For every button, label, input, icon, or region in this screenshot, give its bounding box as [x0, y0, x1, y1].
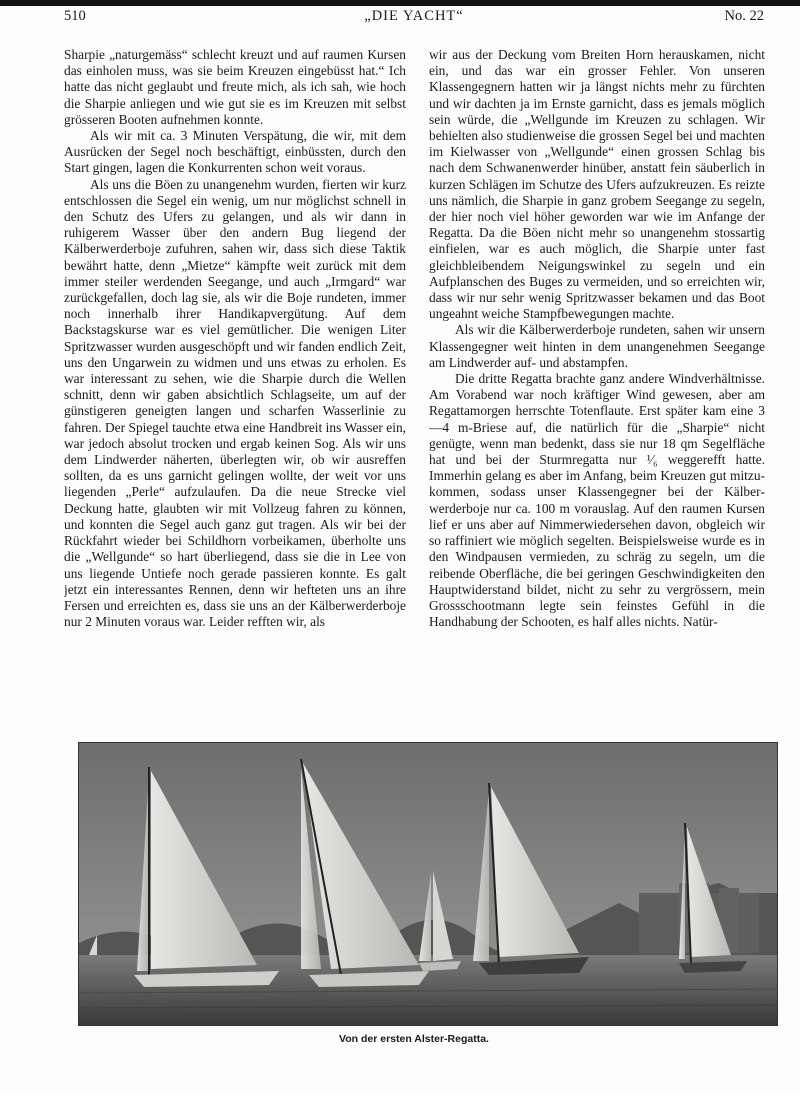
page-number: 510 [64, 8, 86, 24]
paragraph: Als uns die Böen zu unangenehm wurden, fierten wir kurz entschlossen die Segel ein wenig, um nur möglichst schnell in den Schutz des Ufers zu gelangen, und als wir dann in ruhigerem Wasser über den andern Bug liegend der Kälberwerderboje zufuhren, sahen wir, dass sich diese Taktik bewährt hatte, denn „Mietze“ kämpfte weit zurück mit dem immer steiler werdenden Seegange, und auch „Irmgard“ war zurückgefallen, doch lag sie, als wir die Boje rundeten, immer noch innerhalb ihrer Handikapvergütung. Auf dem Backstagskurse war es viel gemütlicher. Die wenigen Liter Spritzwasser wurden ausgeschöpft und wir fanden endlich Zeit, uns den Ungarwein zu widmen und uns etwas zu erholen. Es war interessant zu sehen, wie die Sharpie durch die Wellen schnitt, denn wir gaben absichtlich Schlagseite, um auf der günstigeren geneigten langen und scharfen Wasserlinie zu fahren. Der Spiegel tauchte etwa eine Handbreit ins Wasser ein, war jedoch absolut trocken und ergab keinen Sog. Als wir uns dem Lindwerder näherten, überlegten wir, ob wir ausreffen sollten, da es uns garnicht gelingen wollte, der weit vor uns liegenden „Perle“ aufzulaufen. Da die neue Strecke viel Deckung hatte, glaubten wir mit Vollzeug fahren zu können, und konnten die Segel auch ganz gut tragen. Als wir bei der Rückfahrt wieder bei Schildhorn vorbeikamen, überholte uns die „Wellgunde“ so hart überliegend, dass sie die in Lee von uns liegende Untiefe noch gerade passieren konnte. Es galt jetzt ein interessantes Rennen, denn wir hefteten uns an ihre Fersen und erreichten es, dass sie uns an der Kälberwerderboje nur 2 Minuten voraus war. Leider refften wir, als [64, 176, 406, 630]
paragraph: Die dritte Regatta brachte ganz andere Windverhältnisse. Am Vorabend war noch kräftiger Wind gewesen, aber am Regattamorgen herrschte Totenflaute. Erst später kam eine 3—4 m-Briese auf, die natürlich für die „Sharpie“ nicht genügte, wenn man bedenkt, dass sie nur 18 qm Segelfläche hat und bei der Sturmregatta nur ¹⁄₆ weggerefft hatte. Immerhin gelang es aber im Anfang, beim Kreuzen gut mitzukommen, sodass unser Klassengegner bei der Kälberwerderboje nur ca. 100 m vorauslag. Auf den raumen Kursen lief er uns aber auf Nimmerwiedersehen davon, obgleich wir so raffiniert wie möglich segelten. Beispielsweise wurde es in den Windpausen vermieden, zu schräg zu segeln, um die reibende Oberfläche, die bei geringen Geschwindigkeiten den Hauptwiderstand bildet, nicht zu sehr zu vergrössern, mein Grossschootmann legte sein feinstes Gefühl in die Handhabung der Schooten, es half alles nichts. Natür- [429, 371, 765, 630]
paragraph: Sharpie „naturgemäss“ schlecht kreuzt und auf raumen Kursen das einholen muss, was sie beim Kreuzen eingebüsst hat.“ Ich hatte das nicht geglaubt und freute mich, als ich sah, wie hoch die Sharpie anliegen und wie gut sie es im Kreuzen mit selbst grösseren Booten aufnehmen konnte. [64, 47, 406, 127]
left-text-column [64, 47, 406, 702]
figure-caption: Von der ersten Alster-Regatta. [339, 1033, 489, 1045]
page-header [64, 8, 764, 32]
paragraph: Als wir die Kälberwerderboje rundeten, sahen wir unsern Klassengegner weit hinten in dem unangenehmen Seegange am Lindwerder auf- und abstampfen. [429, 322, 765, 370]
issue-number: No. 22 [724, 8, 764, 24]
regatta-photograph [78, 742, 778, 1026]
journal-title: „DIE YACHT“ [364, 8, 464, 24]
right-text-column [429, 47, 765, 702]
paragraph: Als wir mit ca. 3 Minuten Verspätung, die wir, mit dem Ausrücken der Segel noch beschäftigt, einbüssten, durch den Start gingen, lagen die Konkurrenten schon weit voraus. [64, 128, 406, 176]
top-edge-bar [0, 0, 800, 6]
paragraph: wir aus der Deckung vom Breiten Horn herauskamen, nicht ein, und das war ein grosser Fehler. Von unseren Klassengegnern hatten wir ja längst nichts mehr zu fürchten und wir dachten ja im Ernste garnicht, dass es jemals möglich sein würde, die „Wellgunde im Kreuzen zu schlagen. Wir behielten also studienweise die grossen Segel bei und machten im Kielwasser von „Wellgunde“ einen grossen Schlag bis nach dem Schwanenwerder hinüber, anstatt fein säuberlich in kurzen Schlägen im Schutze des Ufers aufzukreuzen. Es reizte uns nämlich, die Sharpie in ganz grobem Seegange zu segeln, der hier noch viel höher geworden war wie im Anfange der Regatta. Da die Böen nicht mehr so unangenehm stossartig einfielen, war es auch möglich, die Sharpie unter fast gleichbleibendem Neigungswinkel zu segeln und ein Aufplanschen des Buges zu vermeiden, und so erreichten wir, dass wir nur sehr wenig Spritzwasser bekamen und das Boot ungeahnt weiche Stampfbewegungen machte. [429, 47, 765, 322]
sailboats-photo-illustration [79, 743, 777, 1025]
